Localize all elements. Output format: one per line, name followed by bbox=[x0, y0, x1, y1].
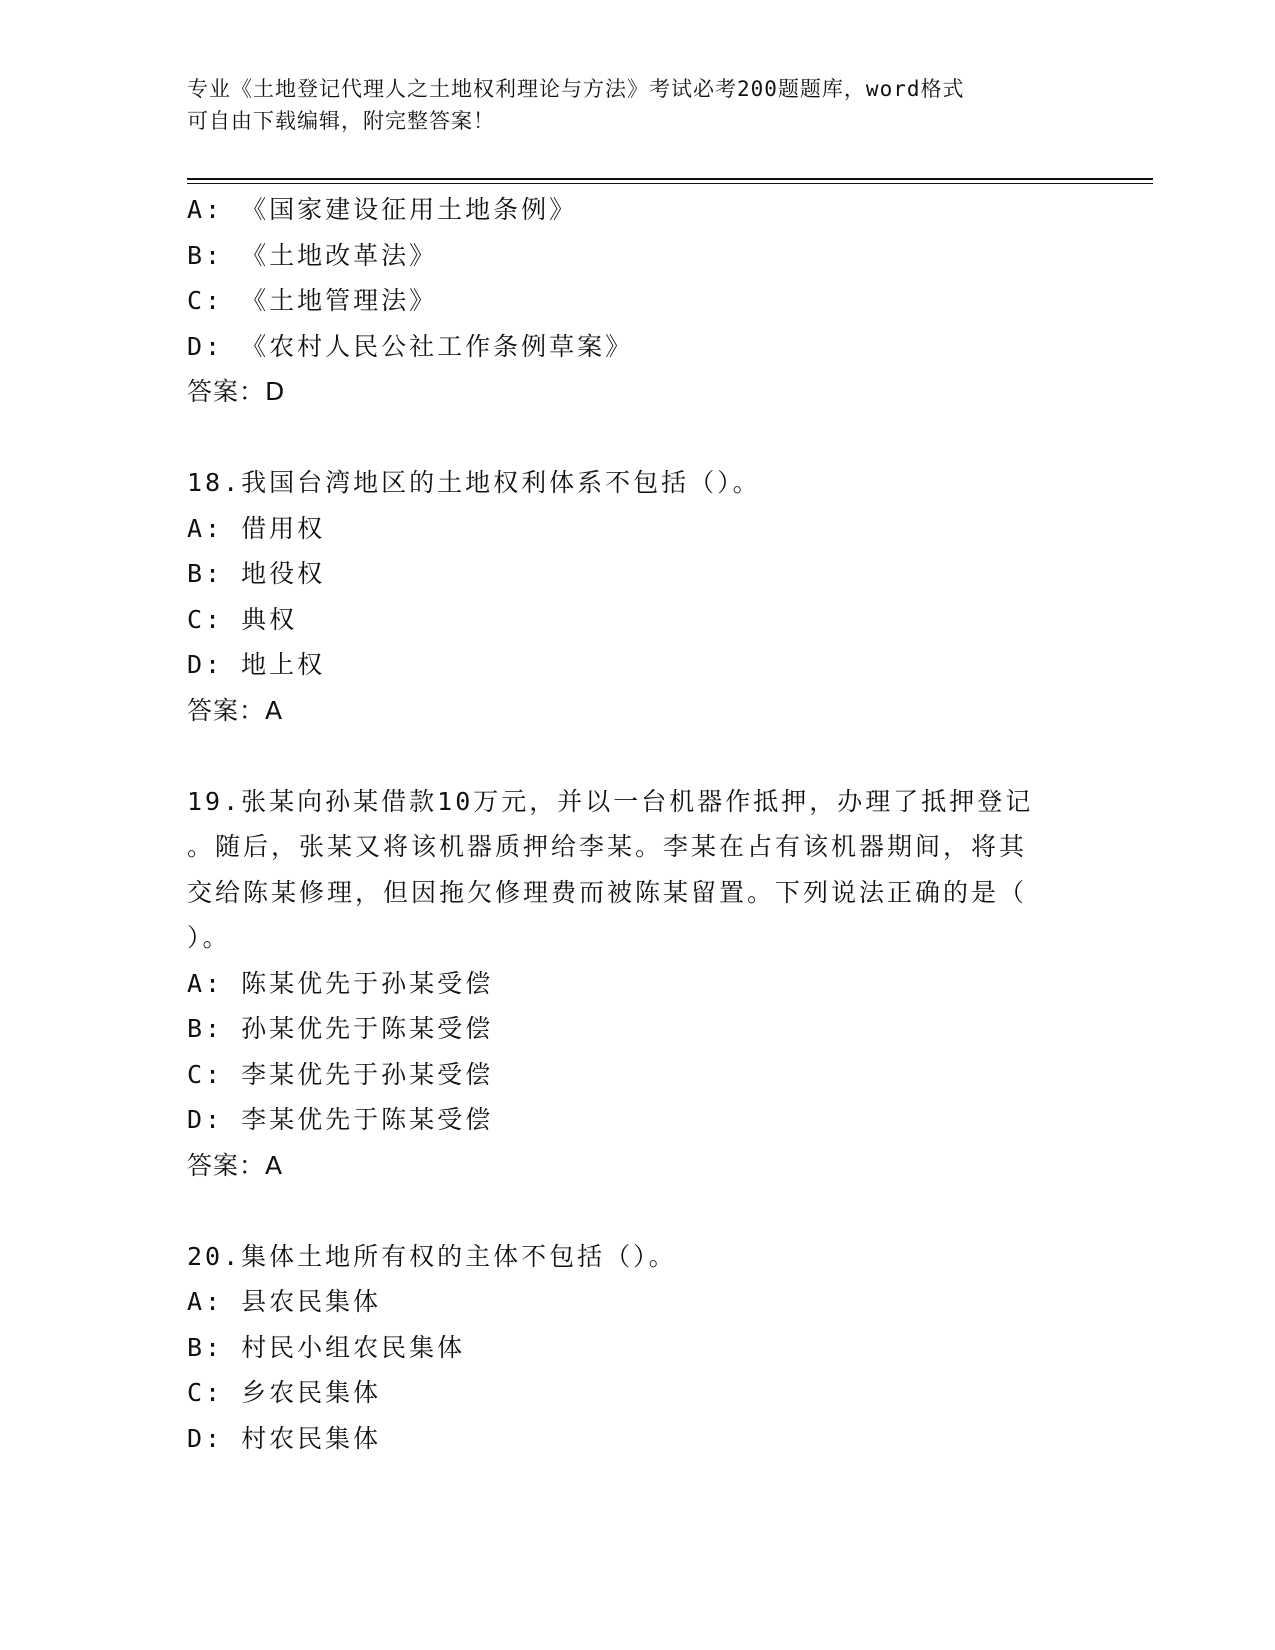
option-letter: A: bbox=[187, 968, 224, 998]
question-stem-line-2: 。随后，张某又将该机器质押给李某。李某在占有该机器期间，将其 bbox=[187, 832, 1028, 861]
option-text: 典权 bbox=[241, 604, 298, 634]
option-letter: C: bbox=[187, 1059, 224, 1089]
option-d bbox=[187, 324, 1077, 370]
answer-line: 答案：A bbox=[187, 695, 284, 725]
option-a bbox=[187, 961, 1077, 1007]
option-letter: D: bbox=[187, 1105, 224, 1134]
option-text: 借用权 bbox=[241, 513, 326, 543]
option-letter: D: bbox=[187, 1423, 224, 1453]
option-text: 陈某优先于孙某受偿 bbox=[241, 968, 494, 998]
option-text: 村民小组农民集体 bbox=[241, 1332, 466, 1362]
option-letter: B: bbox=[187, 240, 224, 270]
question-19 bbox=[187, 779, 1077, 1189]
spacer bbox=[187, 733, 1077, 779]
question-18 bbox=[187, 460, 1077, 733]
option-a bbox=[187, 1279, 1077, 1325]
option-a bbox=[187, 506, 1077, 552]
option-c bbox=[187, 278, 1077, 324]
document-header bbox=[187, 73, 1067, 137]
option-d bbox=[187, 1097, 1077, 1143]
option-letter: A: bbox=[187, 1287, 224, 1316]
option-text: 《国家建设征用土地条例》 bbox=[241, 195, 578, 224]
option-d bbox=[187, 1416, 1077, 1462]
option-letter: C: bbox=[187, 604, 224, 634]
question-stem: 20.集体土地所有权的主体不包括（）。 bbox=[187, 1241, 677, 1271]
question-stem: 18.我国台湾地区的土地权利体系不包括（）。 bbox=[187, 468, 761, 497]
question-list bbox=[187, 187, 1077, 1461]
option-b bbox=[187, 1006, 1077, 1052]
option-letter: D: bbox=[187, 331, 224, 361]
option-b bbox=[187, 233, 1077, 279]
option-text: 地役权 bbox=[241, 559, 326, 588]
option-text: 地上权 bbox=[241, 650, 326, 679]
option-text: 乡农民集体 bbox=[241, 1378, 382, 1407]
option-letter: D: bbox=[187, 650, 224, 679]
option-text: 《农村人民公社工作条例草案》 bbox=[241, 331, 634, 361]
option-letter: B: bbox=[187, 559, 224, 588]
option-a bbox=[187, 187, 1077, 233]
option-b bbox=[187, 1325, 1077, 1371]
question-stem-line-1: 19.张某向孙某借款10万元，并以一台机器作抵押，办理了抵押登记 bbox=[187, 786, 1034, 816]
option-c bbox=[187, 1052, 1077, 1098]
option-c bbox=[187, 597, 1077, 643]
option-letter: B: bbox=[187, 1014, 224, 1043]
header-divider-thin bbox=[187, 183, 1153, 184]
header-line-1: 专业《土地登记代理人之土地权利理论与方法》考试必考200题题库，word格式 bbox=[187, 77, 965, 101]
spacer bbox=[187, 1188, 1077, 1234]
header-divider-thick bbox=[187, 178, 1153, 180]
answer-line: 答案：D bbox=[187, 377, 286, 406]
option-letter: A: bbox=[187, 195, 224, 224]
option-letter: A: bbox=[187, 513, 224, 543]
question-20 bbox=[187, 1234, 1077, 1462]
spacer bbox=[187, 415, 1077, 461]
option-letter: B: bbox=[187, 1332, 224, 1362]
option-letter: C: bbox=[187, 1378, 224, 1407]
header-line-2: 可自由下载编辑，附完整答案！ bbox=[187, 109, 495, 133]
option-text: 县农民集体 bbox=[241, 1287, 382, 1316]
option-d bbox=[187, 642, 1077, 688]
option-text: 《土地管理法》 bbox=[241, 286, 438, 315]
answer-line: 答案：A bbox=[187, 1150, 284, 1180]
option-c bbox=[187, 1370, 1077, 1416]
option-text: 《土地改革法》 bbox=[241, 240, 438, 270]
option-text: 李某优先于孙某受偿 bbox=[241, 1059, 494, 1089]
question-stem-line-3: 交给陈某修理，但因拖欠修理费而被陈某留置。下列说法正确的是（ bbox=[187, 877, 1028, 907]
option-letter: C: bbox=[187, 286, 224, 315]
option-b bbox=[187, 551, 1077, 597]
option-text: 孙某优先于陈某受偿 bbox=[241, 1014, 494, 1043]
option-text: 李某优先于陈某受偿 bbox=[241, 1105, 494, 1134]
option-text: 村农民集体 bbox=[241, 1423, 382, 1453]
question-stem-line-4: ）。 bbox=[187, 923, 231, 952]
question-17 bbox=[187, 187, 1077, 415]
